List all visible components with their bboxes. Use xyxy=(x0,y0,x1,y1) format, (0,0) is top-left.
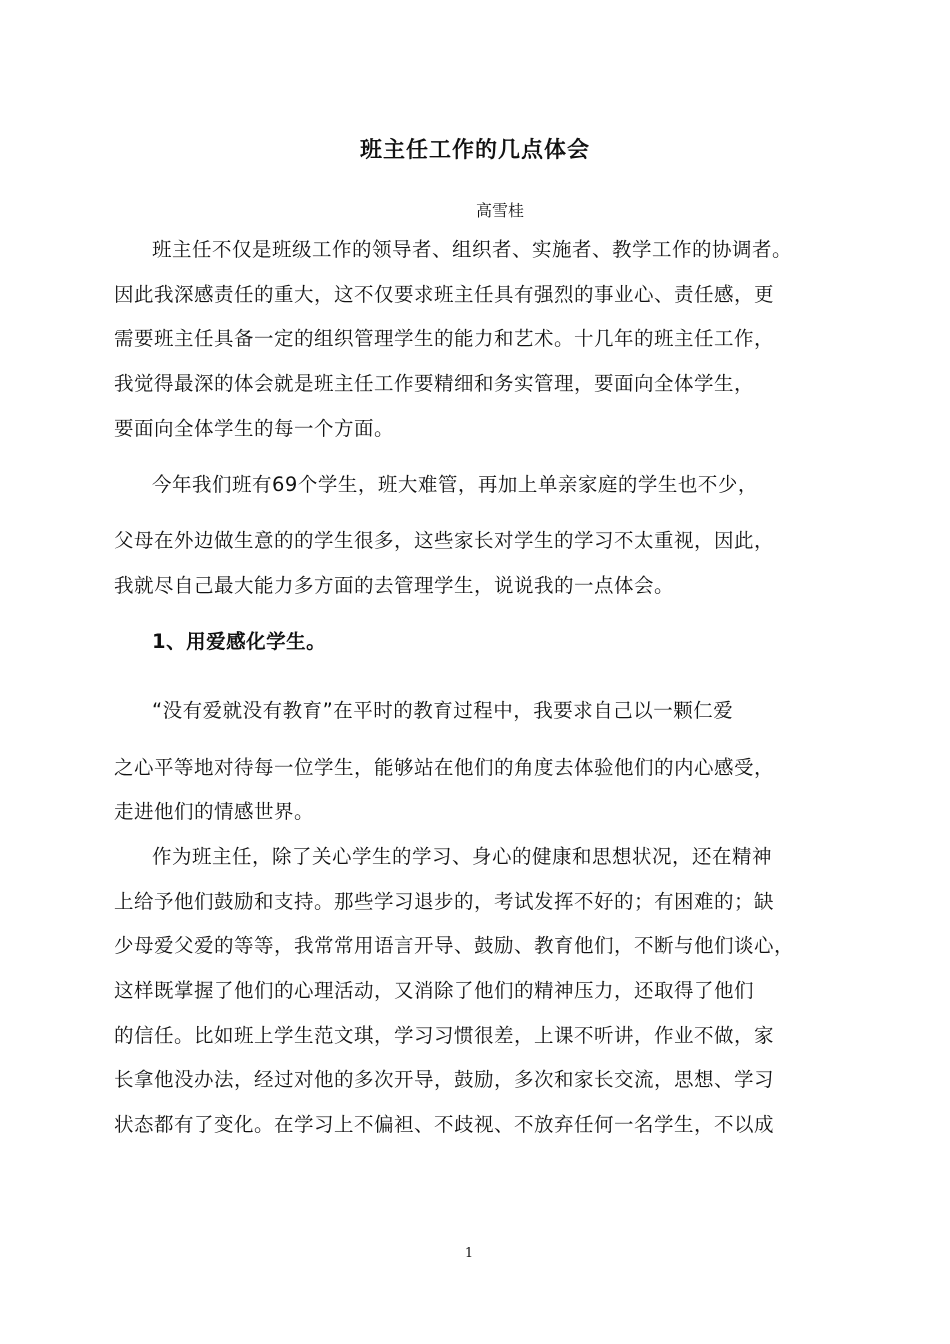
author-name: 高雪桂 xyxy=(475,201,524,220)
paragraph-line: 作为班主任，除了关心学生的学习、身心的健康和思想状况，还在精神 xyxy=(152,845,773,868)
paragraph-line: 因此我深感责任的重大，这不仅要求班主任具有强烈的事业心、责任感，更 xyxy=(114,283,775,306)
section-heading: 1、用爱感化学生。 xyxy=(152,630,327,653)
paragraph-line: 我觉得最深的体会就是班主任工作要精细和务实管理，要面向全体学生， xyxy=(114,372,755,395)
paragraph-line: 今年我们班有69个学生，班大难管，再加上单亲家庭的学生也不少， xyxy=(152,473,758,496)
paragraph-line: 班主任不仅是班级工作的领导者、组织者、实施者、教学工作的协调者。 xyxy=(152,238,793,261)
paragraph-line: “没有爱就没有教育”在平时的教育过程中，我要求自己以一颗仁爱 xyxy=(152,699,734,722)
paragraph-line: 上给予他们鼓励和支持。那些学习退步的，考试发挥不好的；有困难的；缺 xyxy=(114,890,775,913)
paragraph-line: 走进他们的情感世界。 xyxy=(114,800,315,823)
paragraph-line: 要面向全体学生的每一个方面。 xyxy=(114,417,395,440)
paragraph-line: 少母爱父爱的等等，我常常用语言开导、鼓励、教育他们，不断与他们谈心， xyxy=(114,934,795,957)
paragraph-line: 需要班主任具备一定的组织管理学生的能力和艺术。十几年的班主任工作， xyxy=(114,327,775,350)
paragraph-line: 之心平等地对待每一位学生，能够站在他们的角度去体验他们的内心感受， xyxy=(114,756,775,779)
paragraph-line: 状态都有了变化。在学习上不偏袒、不歧视、不放弃任何一名学生，不以成 xyxy=(114,1113,775,1136)
paragraph-line: 的信任。比如班上学生范文琪，学习习惯很差，上课不听讲，作业不做，家 xyxy=(114,1024,775,1047)
page-title: 班主任工作的几点体会 xyxy=(359,138,590,163)
paragraph-line: 长拿他没办法，经过对他的多次开导，鼓励，多次和家长交流，思想、学习 xyxy=(114,1068,775,1091)
page-number: 1 xyxy=(464,1246,474,1261)
paragraph-line: 我就尽自己最大能力多方面的去管理学生，说说我的一点体会。 xyxy=(114,574,675,597)
paragraph-line: 父母在外边做生意的的学生很多，这些家长对学生的学习不太重视，因此， xyxy=(114,529,775,552)
paragraph-line: 这样既掌握了他们的心理活动，又消除了他们的精神压力，还取得了他们 xyxy=(114,979,755,1002)
